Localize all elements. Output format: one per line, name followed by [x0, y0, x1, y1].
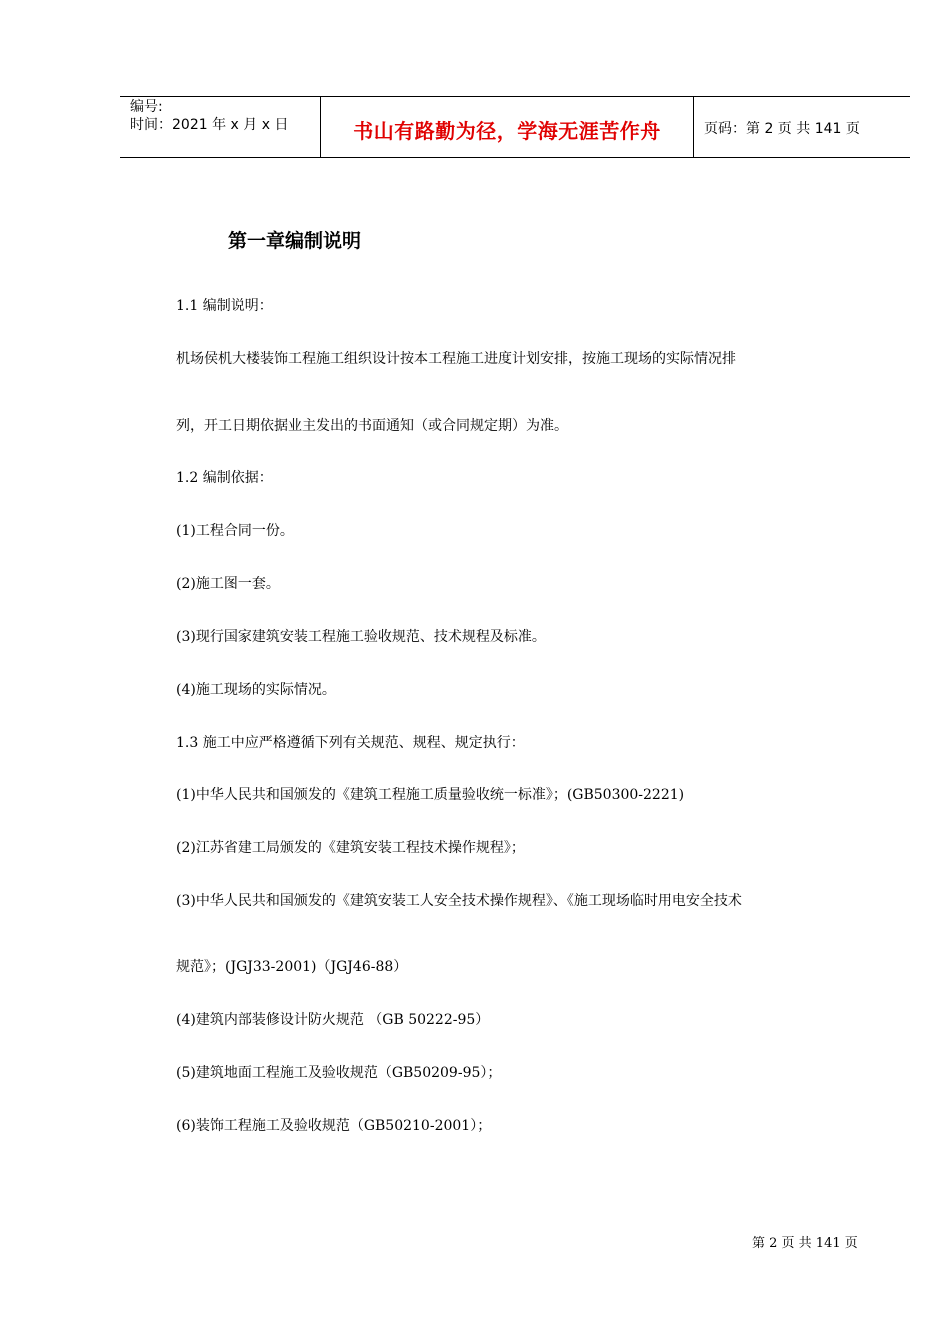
- list-item: (1)中华人民共和国颁发的《建筑工程施工质量验收统一标准》；(GB50300-2221): [176, 787, 685, 803]
- header-middle-cell: [321, 97, 694, 157]
- list-item: (1)工程合同一份。: [176, 523, 294, 539]
- footer-page-number: 第 2 页 共 141 页: [752, 1236, 858, 1251]
- list-item: (2)施工图一套。: [176, 576, 280, 592]
- list-item: (5)建筑地面工程施工及验收规范（GB50209-95）；: [176, 1065, 502, 1081]
- list-item: (6)装饰工程施工及验收规范（GB50210-2001）；: [176, 1118, 492, 1134]
- section-heading: 1.3 施工中应严格遵循下列有关规范、规程、规定执行：: [176, 735, 525, 751]
- document-time: 时间：2021 年 x 月 x 日: [130, 117, 289, 133]
- list-item-continuation: 规范》；(JGJ33-2001)（JGJ46-88）: [176, 959, 408, 975]
- list-item: (3)现行国家建筑安装工程施工验收规范、技术规程及标准。: [176, 629, 546, 645]
- header-left-cell: [120, 97, 321, 157]
- header-right-cell: [694, 97, 910, 157]
- list-item: (4)施工现场的实际情况。: [176, 682, 336, 698]
- section-heading: 1.2 编制依据：: [176, 470, 273, 486]
- document-header: [120, 96, 910, 158]
- body-paragraph: 机场侯机大楼装饰工程施工组织设计按本工程施工进度计划安排，按施工现场的实际情况排: [176, 351, 736, 367]
- list-item: (4)建筑内部装修设计防火规范 （GB 50222-95）: [176, 1012, 490, 1028]
- header-page-number: 页码：第 2 页 共 141 页: [704, 121, 860, 137]
- section-heading: 1.1 编制说明：: [176, 298, 273, 314]
- header-motto: 书山有路勤为径，学海无涯苦作舟: [353, 119, 661, 143]
- document-code: 编号:: [130, 99, 163, 115]
- chapter-title: 第一章编制说明: [228, 230, 362, 252]
- list-item: (3)中华人民共和国颁发的《建筑安装工人安全技术操作规程》、《施工现场临时用电安全技术: [176, 893, 742, 909]
- body-paragraph: 列，开工日期依据业主发出的书面通知（或合同规定期）为准。: [176, 418, 568, 434]
- list-item: (2)江苏省建工局颁发的《建筑安装工程技术操作规程》；: [176, 840, 525, 856]
